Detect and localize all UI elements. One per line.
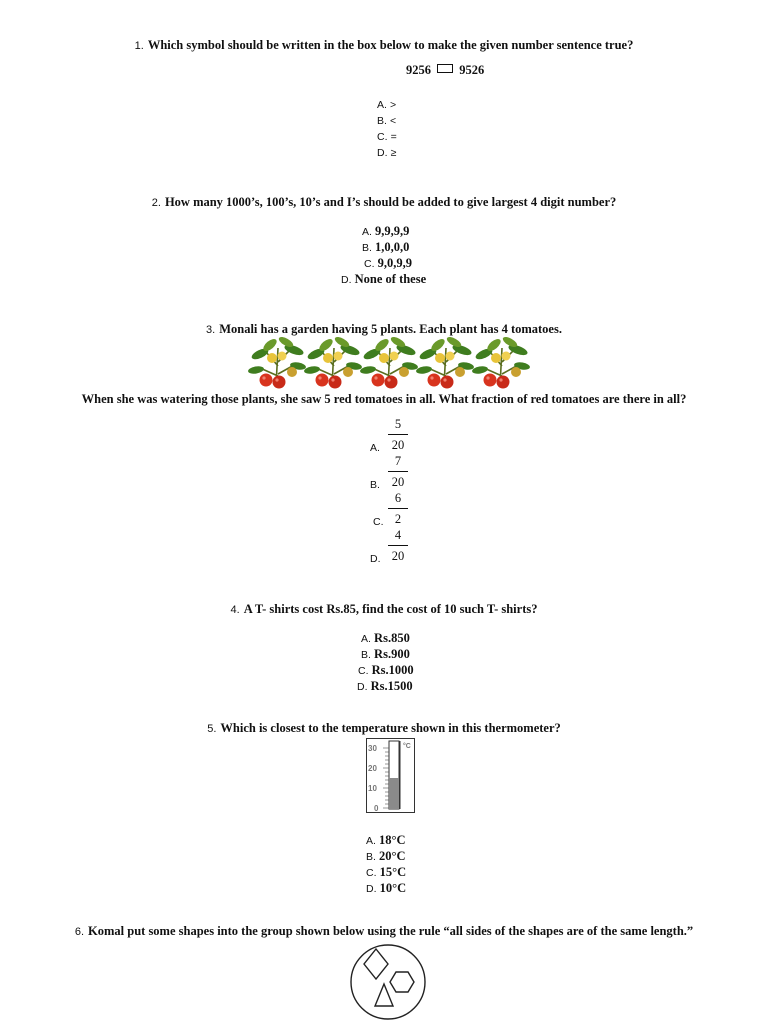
question-number: 6.	[74, 926, 85, 938]
option-text: ≥	[390, 147, 397, 159]
option-text: >	[390, 99, 397, 111]
hexagon-shape	[390, 972, 414, 992]
option-label: D.	[366, 883, 377, 895]
option-d[interactable]	[366, 881, 406, 896]
option-text: Rs.1500	[370, 679, 413, 693]
fraction	[388, 417, 408, 453]
option-label: C.	[366, 867, 377, 879]
question-text: Which is closest to the temperature shown in this thermometer?	[220, 721, 561, 735]
question-number: 1.	[134, 40, 144, 52]
option-text: 15°C	[379, 865, 407, 879]
unit-label: °C	[403, 743, 411, 750]
option-text: None of these	[354, 272, 427, 286]
question-text: Which symbol should be written in the box below to make the given number sentence true?	[147, 38, 634, 52]
denominator: 20	[391, 549, 405, 563]
option-label: D.	[377, 147, 388, 159]
option-c[interactable]	[358, 663, 414, 678]
option-a[interactable]	[366, 833, 406, 848]
option-label: B.	[377, 115, 387, 127]
fraction	[388, 528, 408, 564]
answer-box	[437, 64, 453, 73]
option-text: Rs.850	[374, 631, 410, 645]
option-label: C.	[358, 665, 369, 677]
tomato-plants-illustration	[246, 334, 536, 392]
option-c[interactable]	[373, 491, 433, 531]
option-b[interactable]	[377, 113, 396, 128]
option-a[interactable]	[361, 631, 410, 646]
question-number: 5.	[207, 723, 217, 735]
option-b[interactable]	[361, 647, 410, 662]
question-6	[0, 922, 768, 940]
option-text: 10°C	[379, 881, 407, 895]
option-a[interactable]	[362, 224, 409, 239]
question-4	[0, 600, 768, 618]
option-label: C.	[364, 258, 375, 270]
fraction	[388, 454, 408, 490]
option-text: 18°C	[379, 833, 406, 847]
option-label: C.	[377, 131, 388, 143]
question-text: Komal put some shapes into the group shown below using the rule “all sides of the shapes are of the same length.”	[88, 924, 694, 938]
option-c[interactable]	[366, 865, 406, 880]
right-number: 9526	[459, 63, 485, 77]
option-text: 9,9,9,9	[375, 224, 410, 238]
option-b[interactable]	[362, 240, 409, 255]
question-text: How many 1000’s, 100’s, 10’s and I’s should be added to give largest 4 digit number?	[164, 195, 617, 209]
option-label: A.	[366, 835, 376, 847]
numerator: 4	[388, 528, 408, 546]
number-sentence	[406, 63, 484, 78]
question-1	[0, 36, 768, 54]
question-number: 4.	[230, 604, 240, 616]
option-b[interactable]	[370, 454, 430, 494]
option-label: B.	[361, 649, 371, 661]
question-number: 2.	[151, 197, 161, 209]
option-text: 9,0,9,9	[377, 256, 412, 270]
question-text: When she was watering those plants, she saw 5 red tomatoes in all. What fraction of red tomatoes are there in all?	[81, 392, 687, 406]
option-text: =	[390, 131, 397, 143]
numerator: 5	[388, 417, 408, 435]
option-d[interactable]	[377, 145, 396, 160]
option-label: A.	[370, 442, 380, 454]
option-a[interactable]	[370, 417, 430, 457]
option-text: Rs.1000	[371, 663, 414, 677]
option-label: D.	[357, 681, 368, 693]
option-label: B.	[370, 479, 380, 491]
option-label: D.	[370, 553, 381, 565]
question-3-continuation	[0, 390, 768, 408]
tick-label: 30	[368, 744, 377, 753]
question-number: 3.	[206, 324, 216, 336]
option-label: D.	[341, 274, 352, 286]
option-text: Rs.900	[374, 647, 410, 661]
option-text: 1,0,0,0	[375, 240, 410, 254]
option-label: A.	[377, 99, 387, 111]
tick-label: 10	[368, 784, 377, 793]
question-text: A T- shirts cost Rs.85, find the cost of 10 such T- shirts?	[243, 602, 538, 616]
option-label: C.	[373, 516, 384, 528]
shapes-group-circle	[348, 942, 428, 1020]
option-text: <	[390, 115, 397, 127]
tick-label: 0	[374, 804, 379, 813]
option-d[interactable]	[341, 272, 426, 287]
numerator: 7	[388, 454, 408, 472]
option-text: 20°C	[379, 849, 406, 863]
option-c[interactable]	[377, 129, 397, 144]
fraction	[388, 491, 408, 527]
option-label: B.	[366, 851, 376, 863]
option-label: B.	[362, 242, 372, 254]
option-label: A.	[362, 226, 372, 238]
denominator: 20	[391, 438, 405, 452]
question-2	[0, 193, 768, 211]
thermometer-image	[366, 738, 418, 814]
tick-label: 20	[368, 764, 377, 773]
denominator: 20	[391, 475, 405, 489]
left-number: 9256	[406, 63, 431, 77]
option-c[interactable]	[364, 256, 412, 271]
denominator: 2	[394, 512, 402, 526]
option-a[interactable]	[377, 97, 396, 112]
mercury-column	[389, 778, 399, 809]
numerator: 6	[388, 491, 408, 509]
option-label: A.	[361, 633, 371, 645]
option-d[interactable]	[370, 528, 430, 568]
question-text: Monali has a garden having 5 plants. Each plant has 4 tomatoes.	[219, 322, 562, 336]
option-b[interactable]	[366, 849, 406, 864]
option-d[interactable]	[357, 679, 413, 694]
question-5	[0, 719, 768, 737]
